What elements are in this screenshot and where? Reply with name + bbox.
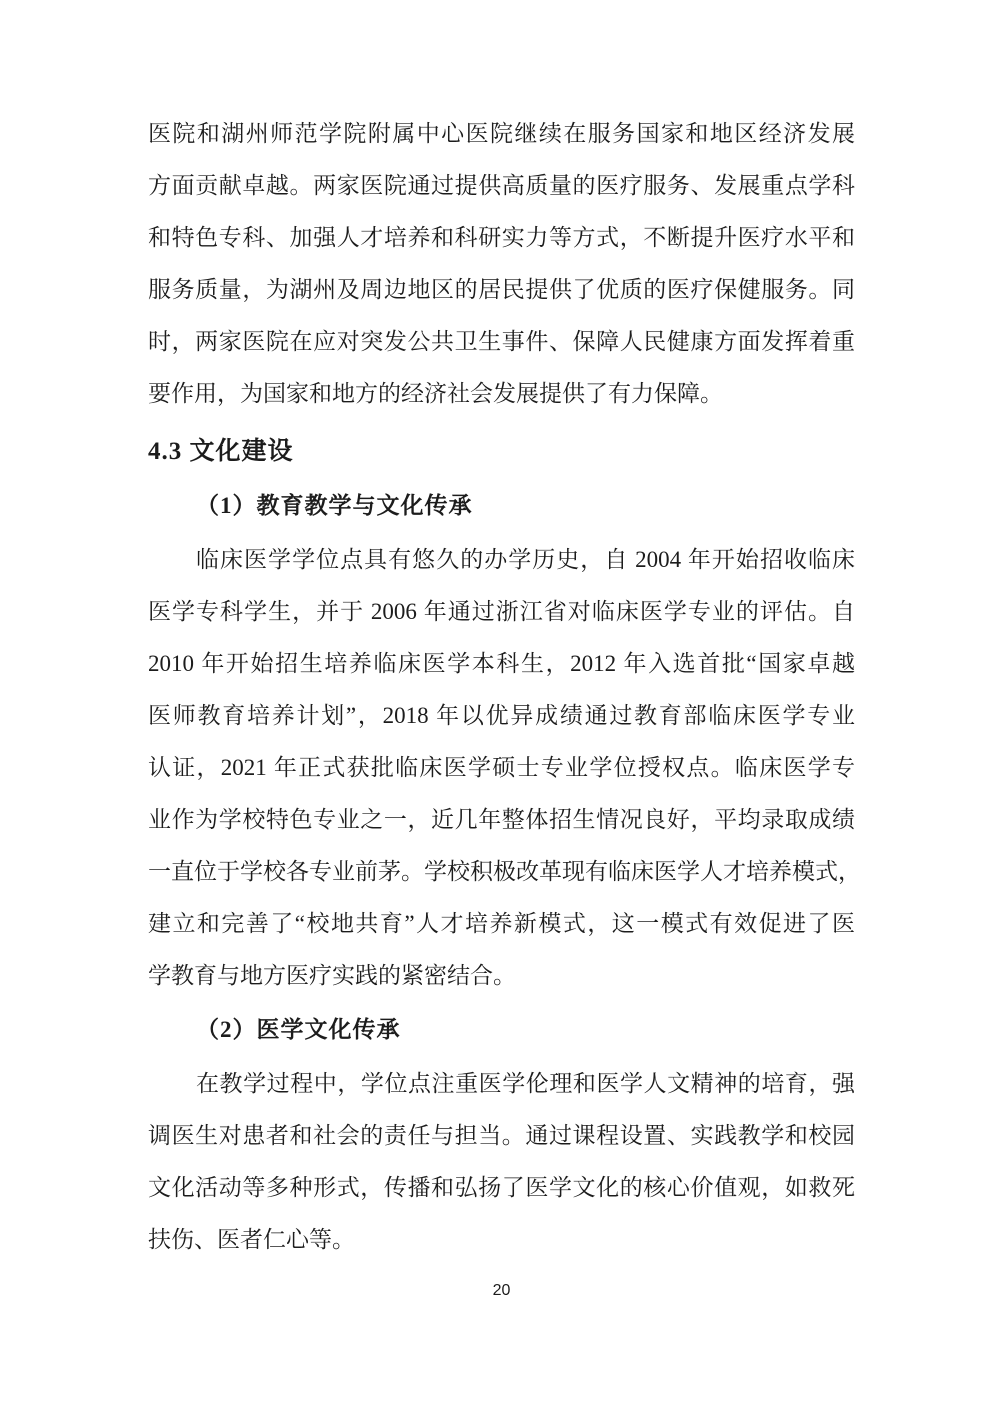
text-line: 和特色专科、加强人才培养和科研实力等方式，不断提升医疗水平和 xyxy=(148,225,855,250)
subsection-heading-1: （1）教育教学与文化传承 xyxy=(196,493,473,518)
text-line: 临床医学学位点具有悠久的办学历史，自 2004 年开始招收临床 xyxy=(196,547,855,572)
text-line: 一直位于学校各专业前茅。学校积极改革现有临床医学人才培养模式， xyxy=(148,859,861,884)
text-line: 调医生对患者和社会的责任与担当。通过课程设置、实践教学和校园 xyxy=(148,1123,855,1148)
text-line: 扶伤、医者仁心等。 xyxy=(148,1227,355,1252)
subsection-heading-2: （2）医学文化传承 xyxy=(196,1017,401,1042)
section-heading-4-3: 4.3 文化建设 xyxy=(148,438,294,465)
text-line: 医学专科学生，并于 2006 年通过浙江省对临床医学专业的评估。自 xyxy=(148,599,855,624)
text-line: 业作为学校特色专业之一，近几年整体招生情况良好，平均录取成绩 xyxy=(148,807,855,832)
text-line: 2010 年开始招生培养临床医学本科生，2012 年入选首批“国家卓越 xyxy=(148,651,855,676)
page-number: 20 xyxy=(492,1282,511,1299)
text-line: 时，两家医院在应对突发公共卫生事件、保障人民健康方面发挥着重 xyxy=(148,329,855,354)
text-line: 要作用，为国家和地方的经济社会发展提供了有力保障。 xyxy=(148,381,723,406)
text-line: 服务质量，为湖州及周边地区的居民提供了优质的医疗保健服务。同 xyxy=(148,277,855,302)
text-line: 文化活动等多种形式，传播和弘扬了医学文化的核心价值观，如救死 xyxy=(148,1175,855,1200)
text-line: 认证，2021 年正式获批临床医学硕士专业学位授权点。临床医学专 xyxy=(148,755,855,780)
text-line: 方面贡献卓越。两家医院通过提供高质量的医疗服务、发展重点学科 xyxy=(148,173,855,198)
text-line: 医院和湖州师范学院附属中心医院继续在服务国家和地区经济发展 xyxy=(148,121,855,146)
text-line: 学教育与地方医疗实践的紧密结合。 xyxy=(148,963,516,988)
text-line: 在教学过程中，学位点注重医学伦理和医学人文精神的培育，强 xyxy=(196,1071,855,1096)
text-line: 建立和完善了“校地共育”人才培养新模式，这一模式有效促进了医 xyxy=(148,911,855,936)
text-line: 医师教育培养计划”，2018 年以优异成绩通过教育部临床医学专业 xyxy=(148,703,855,728)
